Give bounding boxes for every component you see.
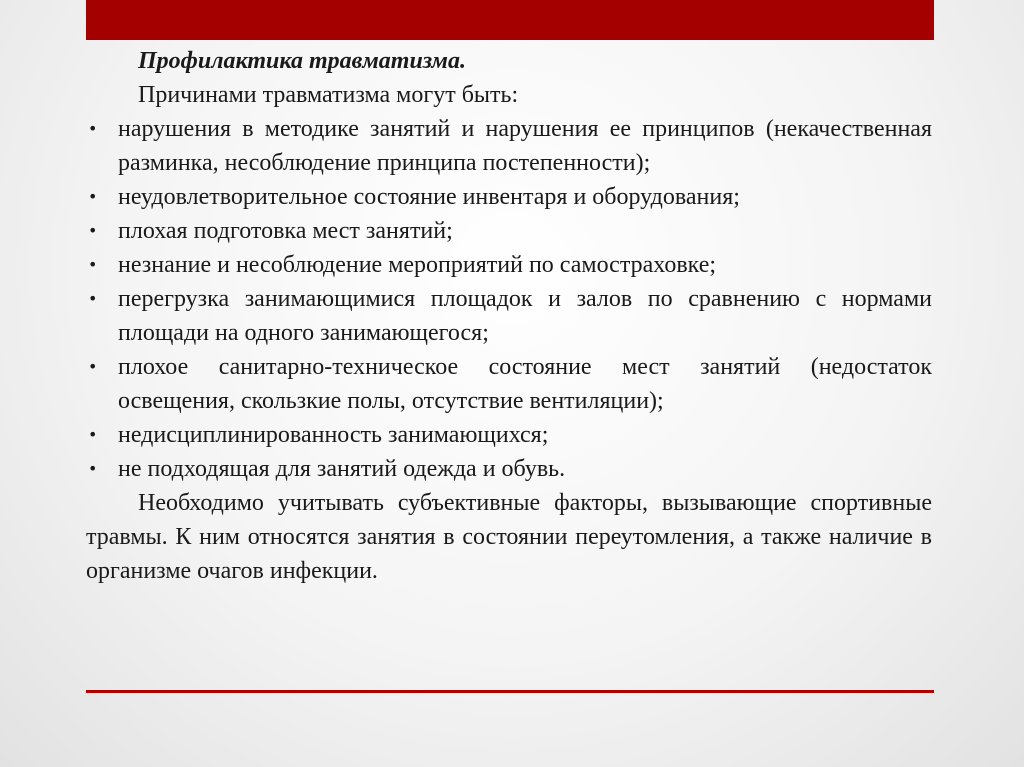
list-item-text: перегрузка занимающимися площадок и залов по сравнению с нормами площади на одного занимающегося;: [118, 286, 932, 346]
bullet-icon: •: [88, 357, 98, 376]
bullet-icon: •: [88, 221, 98, 240]
list-item: [86, 350, 932, 418]
list-item-text: нарушения в методике занятий и нарушения ее принципов (некачественная разминка, несоблюдение принципа постепенности);: [118, 116, 932, 176]
bullet-icon: •: [88, 425, 98, 444]
list-item: [86, 112, 932, 180]
bullet-icon: •: [88, 289, 98, 308]
list-item-text: плохое санитарно-техническое состояние мест занятий (недостаток освещения, скользкие полы, отсутствие вентиляции);: [118, 354, 932, 414]
conclusion-text: Необходимо учитывать субъективные факторы, вызывающие спортивные травмы. К ним относятся занятия в состоянии переутомления, а также наличие в организме очагов инфекции.: [86, 490, 932, 584]
bullet-icon: •: [88, 255, 98, 274]
slide-content: [86, 44, 932, 588]
list-item: [86, 180, 932, 214]
list-item-text: неудовлетворительное состояние инвентаря и оборудования;: [118, 184, 740, 210]
list-item: [86, 214, 932, 248]
top-accent-bar: [86, 0, 934, 40]
list-item-text: плохая подготовка мест занятий;: [118, 218, 453, 244]
list-item-text: не подходящая для занятий одежда и обувь.: [118, 456, 566, 482]
bottom-divider: [86, 690, 934, 693]
bullet-icon: •: [88, 187, 98, 206]
list-item: [86, 418, 932, 452]
list-item: [86, 282, 932, 350]
list-item-text: недисциплинированность занимающихся;: [118, 422, 549, 448]
bullet-icon: •: [88, 119, 98, 138]
slide-title: Профилактика травматизма.: [138, 48, 466, 74]
bullet-icon: •: [88, 459, 98, 478]
list-item-text: незнание и несоблюдение мероприятий по самостраховке;: [118, 252, 717, 278]
list-item: [86, 452, 932, 486]
intro-text: Причинами травматизма могут быть:: [138, 82, 519, 108]
causes-list: [86, 112, 932, 486]
list-item: [86, 248, 932, 282]
